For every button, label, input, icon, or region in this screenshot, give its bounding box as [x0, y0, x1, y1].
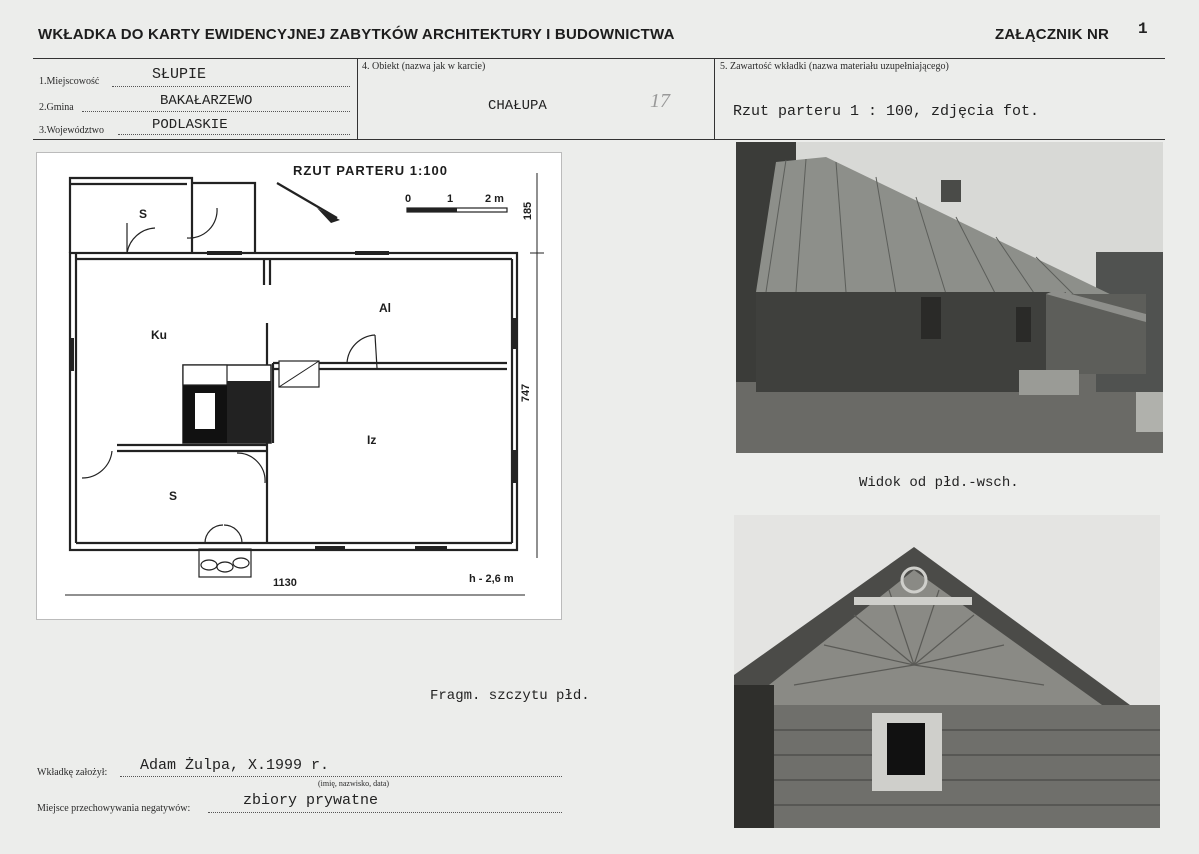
photo-gable-fragment	[734, 515, 1160, 828]
zawartosc-label: 5. Zawartość wkładki (nazwa materiału uzupełniającego)	[720, 61, 949, 72]
photo1-caption: Widok od płd.-wsch.	[859, 475, 1019, 491]
document-title: WKŁADKA DO KARTY EWIDENCYJNEJ ZABYTKÓW ARCHITEKTURY I BUDOWNICTWA	[38, 26, 675, 43]
annex-number: 1	[1138, 20, 1148, 38]
author-dots	[120, 776, 562, 777]
annex-label: ZAŁĄCZNIK NR	[995, 26, 1110, 43]
miejscowosc-value: SŁUPIE	[152, 66, 207, 83]
wojewodztwo-label: 3.Województwo	[39, 125, 105, 136]
room-label-s-bottom: S	[169, 489, 178, 503]
plan-title: RZUT PARTERU 1:100	[293, 163, 449, 178]
miejscowosc-label: 1.Miejscowość	[39, 76, 100, 87]
zawartosc-value: Rzut parteru 1 : 100, zdjęcia fot.	[733, 103, 1040, 120]
gmina-value: BAKAŁARZEWO	[160, 93, 253, 109]
form-divider-2	[714, 58, 715, 139]
obiekt-value: CHAŁUPA	[488, 98, 547, 114]
photo2-caption: Fragm. szczytu płd.	[430, 688, 590, 704]
negatives-dots	[208, 812, 562, 813]
scale-label-1: 1	[447, 193, 454, 205]
author-label: Wkładkę założył:	[37, 767, 108, 778]
dim-height: 747	[520, 383, 533, 403]
miejscowosc-dots	[112, 86, 350, 87]
wojewodztwo-dots	[118, 134, 350, 135]
photo-house-view	[736, 142, 1163, 453]
obiekt-label: 4. Obiekt (nazwa jak w karcie)	[362, 61, 486, 72]
form-top-border	[33, 58, 1165, 59]
negatives-label: Miejsce przechowywania negatywów:	[37, 803, 191, 814]
room-label-s-top: S	[139, 207, 148, 221]
floor-plan	[36, 152, 562, 620]
author-value: Adam Żulpa, X.1999 r.	[140, 757, 330, 774]
room-label-iz: Iz	[367, 433, 377, 447]
obiekt-mark: 17	[650, 90, 670, 112]
dim-width: 1130	[273, 577, 297, 589]
height-note: h - 2,6 m	[469, 573, 514, 585]
photo-house-image	[736, 142, 1163, 453]
form-divider-1	[357, 58, 358, 139]
scale-label-2: 2 m	[485, 193, 504, 205]
negatives-value: zbiory prywatne	[243, 792, 379, 809]
photo-gable-image	[734, 515, 1160, 828]
room-label-al: Al	[379, 301, 391, 315]
gmina-dots	[82, 111, 350, 112]
floor-plan-drawing	[37, 153, 561, 619]
room-label-ku: Ku	[151, 328, 167, 342]
author-hint: (imię, nazwisko, data)	[318, 779, 390, 788]
wojewodztwo-value: PODLASKIE	[152, 117, 228, 133]
scale-label-0: 0	[405, 193, 412, 205]
gmina-label: 2.Gmina	[39, 102, 74, 113]
form-bottom-border	[33, 139, 1165, 140]
dim-top: 185	[522, 201, 535, 221]
